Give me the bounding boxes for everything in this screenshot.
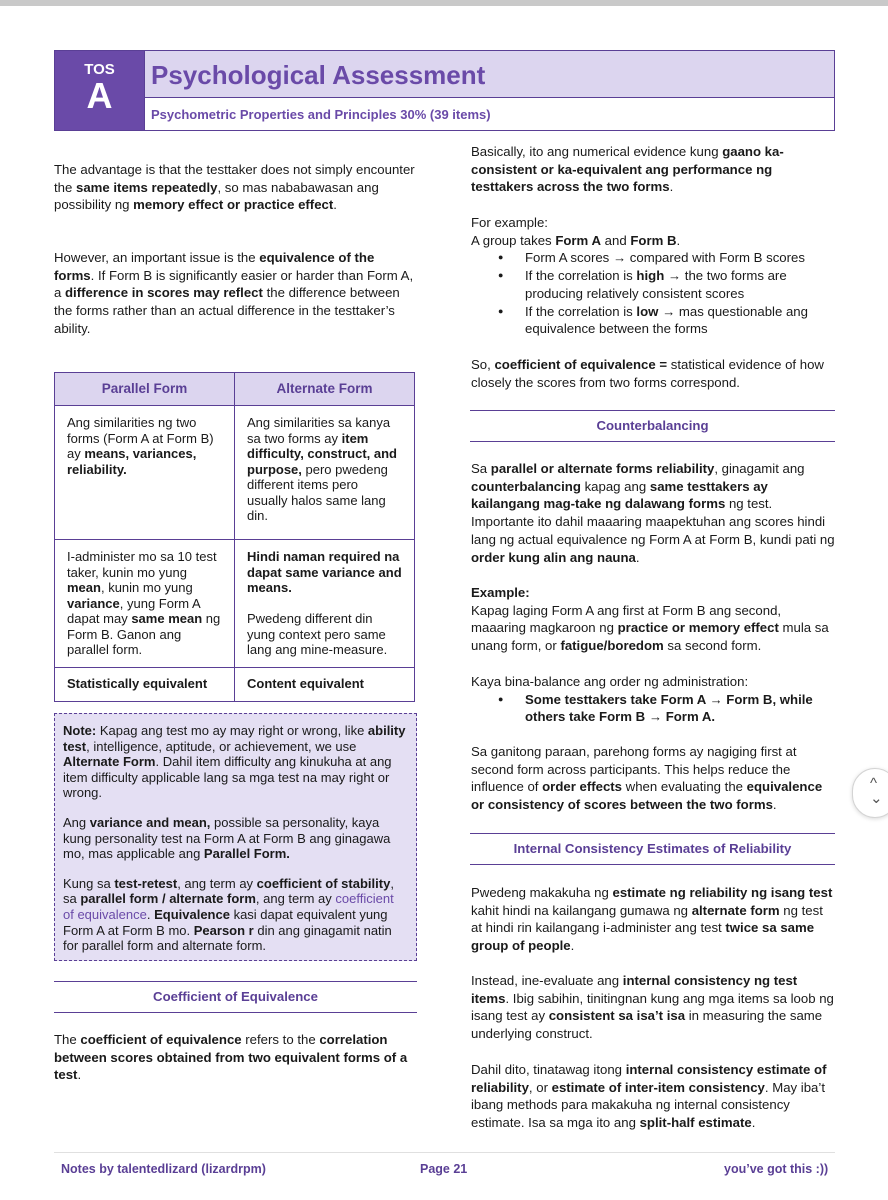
right-paragraph-6: Kaya bina-balance ang order ng administration: ● Some testtakers take Form A → Form B, while others take Form B → Form A. (471, 673, 835, 726)
title-bar (144, 51, 834, 98)
table-row (55, 540, 415, 668)
right-paragraph-9: Instead, ine-evaluate ang internal consistency ng test items. Ibig sabihin, tinitingnan kung ang mga items sa loob ng isang test ay consistent sa isa’t isa in measuring the same underlying construct. (471, 973, 834, 1042)
left-paragraph-3: The coefficient of equivalence refers to the correlation between scores obtained from two equivalent forms of a test. (54, 1032, 408, 1083)
footer-page-number: Page 21 (420, 1162, 468, 1176)
left-paragraph-2: However, an important issue is the equivalence of the forms. If Form B is significantly easier or harder than Form A, a difference in scores may reflect the difference between the forms rather than an actual difference in the testtaker’s ability. (54, 250, 414, 336)
table-row (55, 667, 415, 701)
window-top-bar (0, 0, 888, 6)
order-bullet-list (471, 691, 835, 726)
page-scroll-control[interactable] (852, 768, 888, 818)
page-subtitle: Psychometric Properties and Principles 30% (39 items) (151, 107, 491, 122)
section-heading-coefficient-of-equivalence: Coefficient of Equivalence (54, 981, 417, 1013)
page-header (54, 50, 835, 131)
table-cell: I-administer mo sa 10 test taker, kunin mo yung mean, kunin mo yung variance, yung Form A dapat may same mean ng Form B. Ganon ang parallel form. (55, 540, 235, 668)
right-paragraph-3: So, coefficient of equivalence = statistical evidence of how closely the scores from two forms correspond. (471, 357, 824, 390)
chevron-down-icon[interactable]: ⌄ (870, 790, 883, 807)
right-paragraph-1: Basically, ito ang numerical evidence kung gaano ka-consistent or ka-equivalent ang performance ng testtakers across the two forms. (471, 144, 784, 195)
table-cell: Hindi naman required na dapat same variance and means. Pwedeng different din yung context pero same lang ang mine-measure. (235, 540, 415, 668)
right-paragraph-7: Sa ganitong paraan, parehong forms ay nagiging first at second form across participants. This helps reduce the influence of order effects when evaluating the equivalence or consistency of scores between the two forms. (471, 744, 823, 813)
note-paragraph: Kung sa test-retest, ang term ay coefficient of stability, sa parallel form / alternate form, ang term ay coefficient of equivalence. Equivalence kasi dapat equivalent yung Form A at Form B mo. Pearson r din ang ginagamit natin for parallel form and alternate form. (63, 875, 394, 954)
tos-badge (55, 51, 144, 130)
list-item: ● Some testtakers take Form A → Form B, while others take Form B → Form A. (471, 691, 835, 726)
list-item: ● Form A scores → compared with Form B scores (471, 249, 835, 267)
tos-label: TOS (84, 61, 115, 78)
forms-comparison-table (54, 372, 415, 702)
section-heading-counterbalancing: Counterbalancing (470, 410, 835, 442)
page-title: Psychological Assessment (151, 60, 486, 90)
left-paragraph-1: The advantage is that the testtaker does not simply encounter the same items repeatedly, so mas nababawasan ang possibility ng memory effect or practice effect. (54, 162, 415, 213)
list-item: ● If the correlation is high → the two forms are producing relatively consistent scores (471, 267, 835, 302)
note-paragraph: Ang variance and mean, possible sa personality, kaya kung personality test na Form A at Form B ang ginagawa mo, mas applicable ang Parallel Form. (63, 814, 391, 862)
right-paragraph-8: Pwedeng makakuha ng estimate ng reliability ng isang test kahit hindi na kailangang gumawa ng alternate form ng test at hindi rin kailangang i-administer ang test twice sa same group of people. (471, 885, 833, 954)
list-item: ● If the correlation is low → mas questionable ang equivalence between the forms (471, 303, 835, 338)
footer-author: Notes by talentedlizard (lizardrpm) (61, 1162, 266, 1176)
chevron-up-icon[interactable]: ^ (870, 775, 878, 792)
table-cell: Ang similarities sa kanya sa two forms ay item difficulty, construct, and purpose, pero pwedeng different items pero usually halos same lang din. (235, 406, 415, 540)
right-example-block: For example: A group takes Form A and Form B. ● Form A scores → compared with Form B scores ● If the correlation is high → the two forms are producing relatively consistent scores ● If the correlation is low → mas questionable ang equivalence between the forms (471, 214, 835, 338)
right-paragraph-4: Sa parallel or alternate forms reliability, ginagamit ang counterbalancing kapag ang same testtakers ay kailangang mag-take ng dalawang forms ng test. Importante ito dahil maaaring maapektuhan ang scores hindi lang ng actual equivalence ng Form A at Form B, kundi pati ng order kung alin ang nauna. (471, 461, 835, 565)
section-heading-internal-consistency: Internal Consistency Estimates of Reliability (470, 833, 835, 865)
table-row (55, 406, 415, 540)
note-box (54, 713, 417, 961)
right-example-2: Example: Kapag laging Form A ang first at Form B ang second, maaaring magkaroon ng practice or memory effect mula sa unang form, or fatigue/boredom sa second form. (471, 585, 829, 654)
example-bullet-list (471, 249, 835, 338)
tos-letter: A (86, 75, 113, 116)
right-paragraph-10: Dahil dito, tinatawag itong internal consistency estimate of reliability, or estimate of inter-item consistency. May iba’t ibang methods para makakuha ng internal consistency estimate. Isa sa mga ito ang split-half estimate. (471, 1062, 827, 1131)
table-header-parallel: Parallel Form (55, 373, 235, 406)
note-paragraph: Note: Kapag ang test mo ay may right or wrong, like ability test, intelligence, aptitude, or achievement, we use Alternate Form. Dahil item difficulty ang kinukuha at ang item difficulty applicable lang sa mga test na may right or wrong. (63, 723, 406, 801)
table-header-alternate: Alternate Form (235, 373, 415, 406)
footer-tagline: you’ve got this :)) (724, 1162, 829, 1176)
table-cell: Ang similarities ng two forms (Form A at Form B) ay means, variances, reliability. (55, 406, 235, 540)
table-cell: Content equivalent (235, 667, 415, 701)
subtitle-bar (144, 98, 834, 130)
footer-divider (54, 1152, 835, 1153)
table-cell: Statistically equivalent (55, 667, 235, 701)
